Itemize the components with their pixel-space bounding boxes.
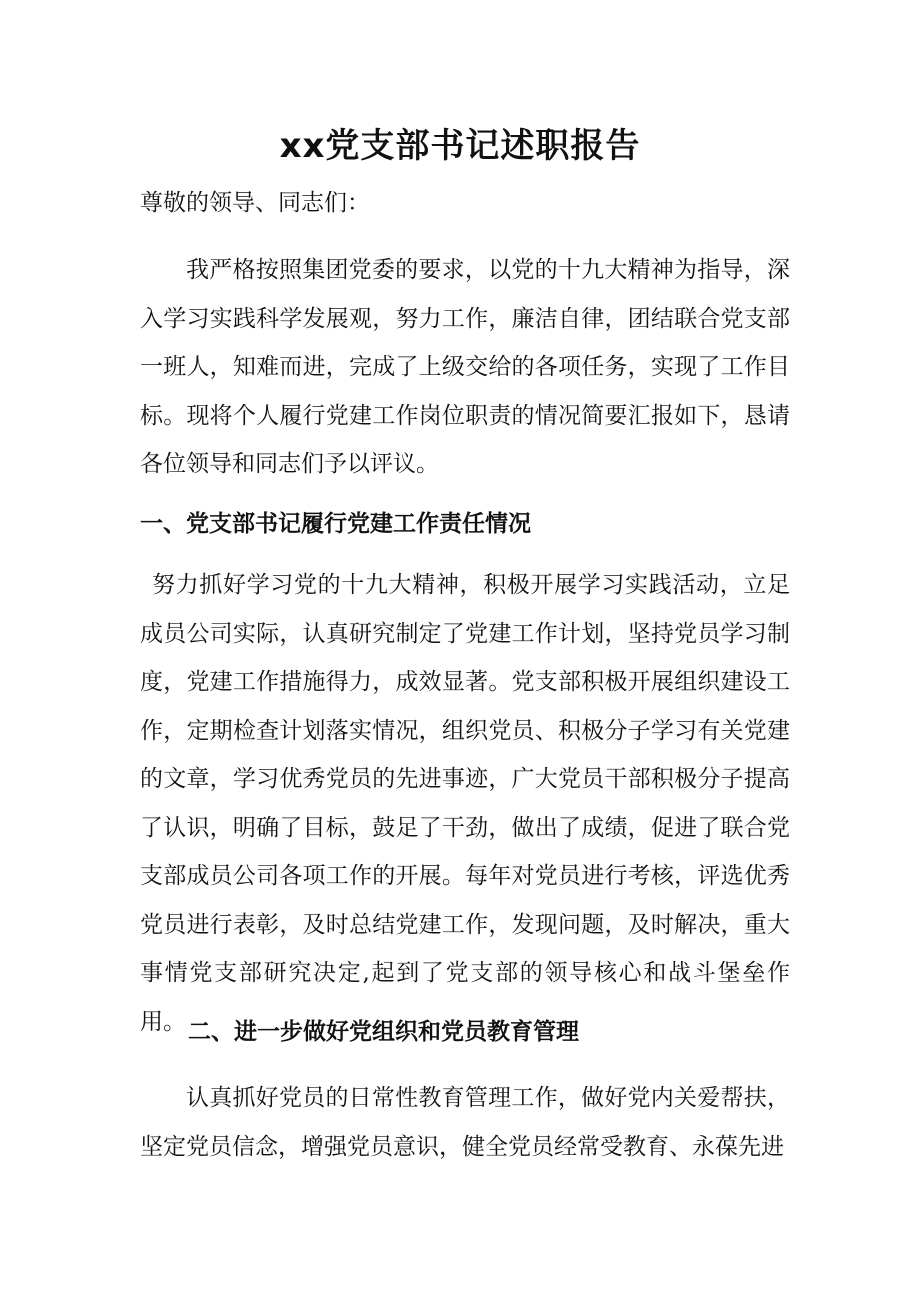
salutation: 尊敬的领导、同志们： — [140, 190, 370, 216]
document-title: xx党支部书记述职报告 — [279, 126, 641, 166]
section-2-heading: 二、进一步做好党组织和党员教育管理 — [188, 1019, 579, 1045]
section-2-paragraph: 认真抓好党员的日常性教育管理工作，做好党内关爱帮扶，坚定党员信念，增强党员意识，健全党员经常受教育、永葆先进 — [140, 1085, 790, 1160]
section-1-paragraph: 努力抓好学习党的十九大精神，积极开展学习实践活动，立足成员公司实际，认真研究制定了党建工作计划，坚持党员学习制度，党建工作措施得力，成效显著。党支部积极开展组织建设工作，定期检查计划落实情况，组织党员、积极分子学习有关党建的文章，学习优秀党员的先进事迹，广大党员干部积极分子提高了认识，明确了目标，鼓足了干劲，做出了成绩，促进了联合党支部成员公司各项工作的开展。每年对党员进行考核，评选优秀党员进行表彰，及时总结党建工作，发现问题，及时解决，重大事情党支部研究决定,起到了党支部的领导核心和战斗堡垒作用。 — [140, 572, 790, 1035]
intro-paragraph: 我严格按照集团党委的要求，以党的十九大精神为指导，深入学习实践科学发展观，努力工作，廉洁自律，团结联合党支部一班人，知难而进，完成了上级交给的各项任务，实现了工作目标。现将个人履行党建工作岗位职责的情况简要汇报如下，恳请各位领导和同志们予以评议。 — [140, 257, 790, 477]
section-1-heading: 一、党支部书记履行党建工作责任情况 — [140, 511, 531, 537]
